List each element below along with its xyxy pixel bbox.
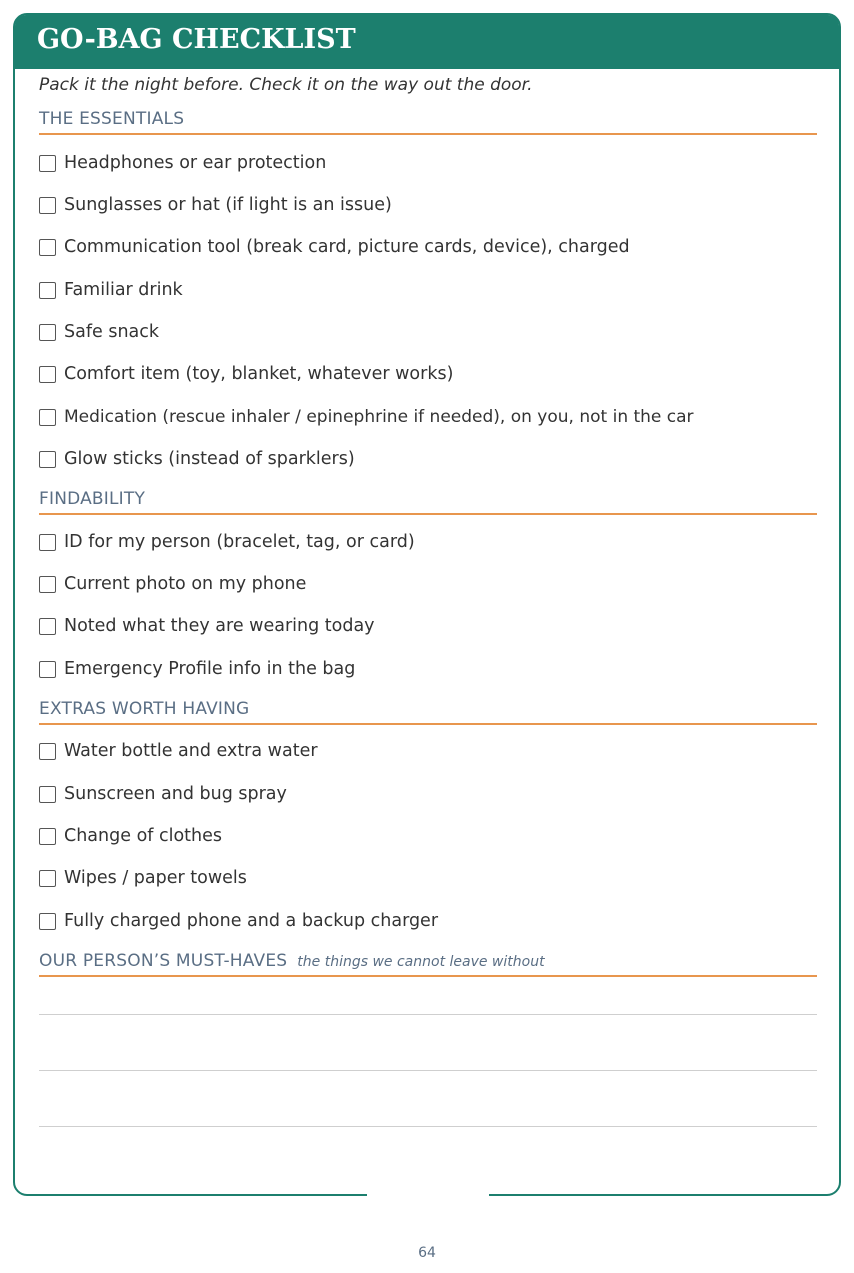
- checkbox[interactable]: [39, 282, 56, 299]
- checklist-item-label: Sunscreen and bug spray: [64, 784, 287, 804]
- write-in-line[interactable]: [39, 1070, 817, 1071]
- checklist-item[interactable]: [39, 657, 355, 681]
- page-title: GO-BAG CHECKLIST: [37, 24, 356, 55]
- checkbox[interactable]: [39, 534, 56, 551]
- checkbox[interactable]: [39, 661, 56, 678]
- checklist-item[interactable]: [39, 362, 453, 386]
- checklist-item[interactable]: [39, 782, 287, 806]
- checkbox[interactable]: [39, 576, 56, 593]
- checklist-item-label: Noted what they are wearing today: [64, 616, 375, 636]
- write-in-line[interactable]: [39, 1126, 817, 1127]
- checklist-item[interactable]: [39, 151, 326, 175]
- checklist-item[interactable]: [39, 320, 159, 344]
- checklist-item-label: Familiar drink: [64, 280, 183, 300]
- checklist-item[interactable]: [39, 909, 438, 933]
- section-heading-must-haves: [39, 951, 817, 977]
- checklist-item[interactable]: [39, 193, 392, 217]
- checklist-item[interactable]: [39, 866, 247, 890]
- checklist-card: [13, 13, 841, 1196]
- checkbox[interactable]: [39, 366, 56, 383]
- checklist-item-label: Sunglasses or hat (if light is an issue): [64, 195, 392, 215]
- checklist-item[interactable]: [39, 530, 415, 554]
- checklist-item[interactable]: [39, 405, 694, 429]
- checkbox[interactable]: [39, 451, 56, 468]
- checklist-item[interactable]: [39, 235, 630, 259]
- checklist-item-label: ID for my person (bracelet, tag, or card): [64, 532, 415, 552]
- section-label: EXTRAS WORTH HAVING: [39, 699, 250, 719]
- header-banner: [15, 15, 839, 69]
- page-subtitle: Pack it the night before. Check it on the way out the door.: [39, 75, 533, 95]
- checklist-item[interactable]: [39, 614, 375, 638]
- checklist-item-label: Current photo on my phone: [64, 574, 307, 594]
- write-in-line[interactable]: [39, 1014, 817, 1015]
- checklist-item-label: Communication tool (break card, picture cards, device), charged: [64, 237, 630, 257]
- checklist-item-label: Emergency Profile info in the bag: [64, 659, 356, 679]
- checklist-item-label: Wipes / paper towels: [64, 868, 247, 888]
- checkbox[interactable]: [39, 409, 56, 426]
- section-label: THE ESSENTIALS: [39, 109, 185, 129]
- checklist-item[interactable]: [39, 278, 183, 302]
- checklist-item-label: Fully charged phone and a backup charger: [64, 911, 439, 931]
- checkbox[interactable]: [39, 239, 56, 256]
- checkbox[interactable]: [39, 743, 56, 760]
- checkbox[interactable]: [39, 828, 56, 845]
- checklist-item[interactable]: [39, 824, 222, 848]
- section-label: FINDABILITY: [39, 489, 146, 509]
- checklist-item-label: Water bottle and extra water: [64, 741, 318, 761]
- checkbox[interactable]: [39, 197, 56, 214]
- border-gap: [367, 1191, 489, 1201]
- checklist-item-label: Safe snack: [64, 322, 160, 342]
- page-number: 64: [418, 1245, 436, 1261]
- section-heading-findability: [39, 489, 817, 515]
- section-label: OUR PERSON’S MUST-HAVES: [39, 951, 288, 971]
- checklist-item[interactable]: [39, 447, 355, 471]
- checklist-item[interactable]: [39, 739, 318, 763]
- section-note: the things we cannot leave without: [297, 954, 545, 970]
- checkbox[interactable]: [39, 155, 56, 172]
- checklist-item-label: Glow sticks (instead of sparklers): [64, 449, 355, 469]
- checkbox[interactable]: [39, 913, 56, 930]
- checklist-item-label: Change of clothes: [64, 826, 223, 846]
- checklist-item-label: Headphones or ear protection: [64, 153, 327, 173]
- checklist-item[interactable]: [39, 572, 306, 596]
- checkbox[interactable]: [39, 324, 56, 341]
- checklist-item-label: Medication (rescue inhaler / epinephrine if needed), on you, not in the car: [64, 407, 694, 427]
- section-heading-extras: [39, 699, 817, 725]
- checkbox[interactable]: [39, 618, 56, 635]
- checklist-item-label: Comfort item (toy, blanket, whatever works): [64, 364, 454, 384]
- checkbox[interactable]: [39, 870, 56, 887]
- checkbox[interactable]: [39, 786, 56, 803]
- section-heading-essentials: [39, 109, 817, 135]
